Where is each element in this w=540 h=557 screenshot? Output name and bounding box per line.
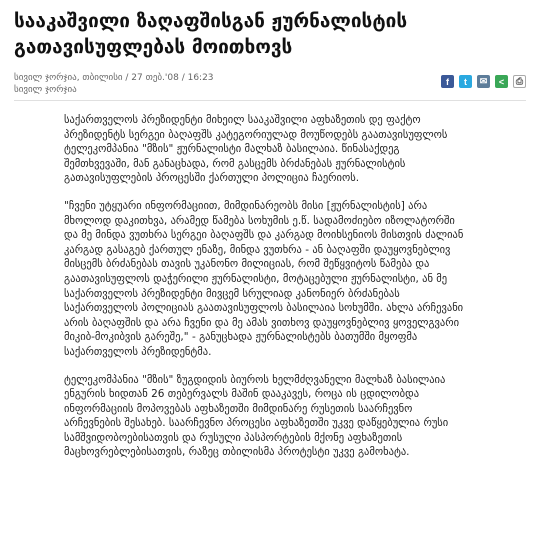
article-paragraph: "ჩვენი უტყუარი ინფორმაციით, მიმდინარეობს მისი [ჟურნალისტის] არა მხოლოდ დაკითხვა, არამედ წამება სოხუმის ე.წ. სადამოძიებო იზოლატორში და მე მინდა ვუთხრა სერგეი ბაღაფშს და კარგად მოიხსენიოს მისთვის ძალიან კარგად გასაგებ ქართულ ენაზე, მინდა ვუთხრა - ან ბაღაფში დაუყოვნებლივ მისცემს ბრძანებას თავის უკანონო მილიციას, რომ შეწყვიტოს წამება და გაათავისუფლოს დაჭერილი ჟურნალისტი, მოტაცებული ჟურნალისტი, ან მე საქართველოს პრეზიდენტი მივცემ სრულიად კანონიერ ბრძანებას საქართველოს პოლიციას გაათავისუფლოს ბასილაია სოხუმში. ახლა არჩევანი არის ბაღაფშის და არა ჩვენი და მე ამას ვითხოვ დაუყოვნებლივ ყოველგვარი მიკიბ-მოკიბვის გარეშე," - განუცხადა ჟურნალისტებს ბათუმში მყოფმა საქართველოს პრეზიდენტმა. [64, 199, 464, 358]
article-title: სააკაშვილი ზაღაფშისგან ჟურნალისტის გათავისუფლებას მოითხოვს [14, 10, 408, 58]
article-meta [14, 72, 394, 96]
article-paragraph: საქართველოს პრეზიდენტი მიხეილ სააკაშვილი აფხაზეთის დე ფაქტო პრეზიდენტს სერგეი ბაღაფშს კატეგორიულად მოუწოდებს გაათავისუფლოს ტელეკომპანია "მზის" ჟურნალისტი მალხაზ ბასილაია. წინასაქდეგ შემთხვევაში, მან განაცხადა, რომ გასცემს ბრძანებას ჟურნალისტის გათავისუფლების პროცესში ქართული პოლიცია ჩაერიოს. [64, 114, 448, 185]
print-icon[interactable]: ⎙ [513, 75, 526, 88]
header-divider [14, 100, 526, 101]
article-body [64, 113, 464, 473]
share-toolbar [441, 75, 526, 88]
twitter-icon[interactable]: t [459, 75, 472, 88]
article-paragraph: ტელეკომპანია "მზის" ზუგდიდის ბიუროს ხელმძღვანელი მალხაზ ბასილაია ენგურის ხიდთან 26 თებერვალს მაშინ დააკავეს, როცა ის ცდილობდა ინფორმაციის მოპოვებას აფხაზეთში მიმდინარე რუსეთის საარჩევნო არჩევნების შესახებ. საარჩევნო პროცესი აფხაზეთში უკვე დაწყებულია რუსი სამშვიდობოებისათვის და რუსული პასპორტების მქონე აფხაზეთის მაცხოვრებლებისათვის, რაზეც თბილისმა პროტესტი უკვე გამოხატა. [64, 373, 449, 459]
email-icon[interactable]: ✉ [477, 75, 490, 88]
article-source: სივილ ჯორჯია [14, 85, 77, 95]
share-icon[interactable]: < [495, 75, 508, 88]
facebook-icon[interactable]: f [441, 75, 454, 88]
article-byline-date: სივილ ჯორჯია, თბილისი / 27 თებ.'08 / 16:23 [14, 73, 214, 83]
